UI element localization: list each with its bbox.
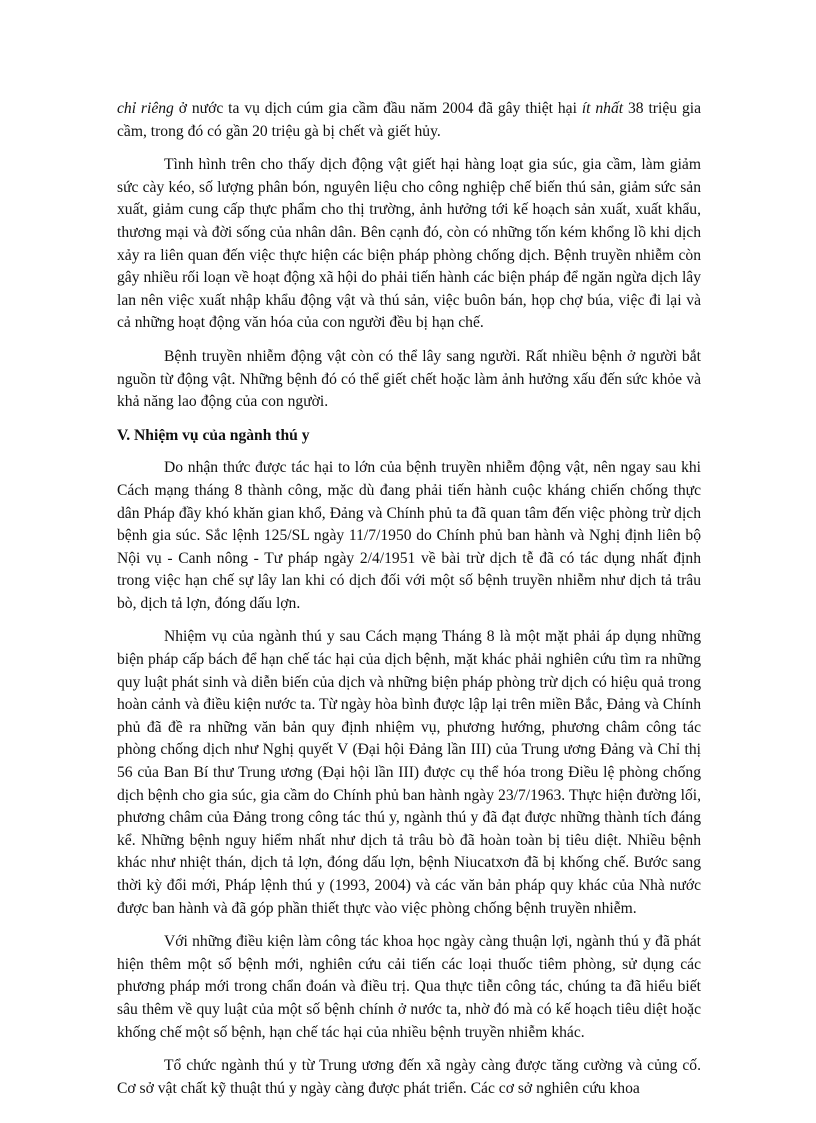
italic-text: chỉ riêng <box>117 100 174 117</box>
italic-text: ít nhất <box>581 100 624 117</box>
section-paragraph: Nhiệm vụ của ngành thú y sau Cách mạng Tháng 8 là một mặt phải áp dụng những biện pháp cấp bách để hạn chế tác hại của dịch bệnh, mặt khác phải nghiên cứu tìm ra những quy luật phát sinh và diễn biến của dịch và những biện pháp phòng trừ dịch có hiệu quả trong hoàn cảnh và điều kiện nước ta. Từ ngày hòa bình được lập lại trên miền Bắc, Đảng và Chính phủ đã đề ra những văn bản quy định nhiệm vụ, phương hướng, phương châm công tác phòng chống dịch như Nghị quyết V (Đại hội Đảng lần III) của Trung ương Đảng và Chỉ thị 56 của Ban Bí thư Trung ương (Đại hội lần III) được cụ thể hóa trong Điều lệ phòng chống dịch bệnh cho gia súc, gia cầm do Chính phủ ban hành ngày 23/7/1963. Thực hiện đường lối, phương châm của Đảng trong công tác thú y, ngành thú y đã đạt được những thành tích đáng kể. Những bệnh nguy hiểm nhất như dịch tả trâu bò đã hoàn toàn bị tiêu diệt. Nhiều bệnh khác như nhiệt thán, dịch tả lợn, đóng dấu lợn, bệnh Niucatxơn đã bị khống chế. Bước sang thời kỳ đổi mới, Pháp lệnh thú y (1993, 2004) và các văn bản pháp quy khác của Nhà nước được ban hành và đã góp phần thiết thực vào việc phòng chống bệnh truyền nhiễm. <box>117 628 701 917</box>
section-paragraph: Với những điều kiện làm công tác khoa học ngày càng thuận lợi, ngành thú y đã phát hiện thêm một số bệnh mới, nghiên cứu cải tiến các loại thuốc tiêm phòng, sử dụng các phương pháp mới trong chẩn đoán và điều trị. Qua thực tiễn công tác, chúng ta đã hiểu biết sâu thêm về quy luật của một số bệnh chính ở nước ta, nhờ đó mà có kế hoạch tiêu diệt hoặc khống chế một số bệnh, hạn chế tác hại của nhiều bệnh truyền nhiễm khác. <box>117 933 701 1041</box>
section-heading: V. Nhiệm vụ của ngành thú y <box>117 426 310 444</box>
section-paragraph: Tổ chức ngành thú y từ Trung ương đến xã ngày càng được tăng cường và củng cố. Cơ sở vật chất kỹ thuật thú y ngày càng được phát triển. Các cơ sở nghiên cứu khoa <box>117 1057 701 1097</box>
section-paragraph: Do nhận thức được tác hại to lớn của bệnh truyền nhiễm động vật, nên ngay sau khi Cách mạng tháng 8 thành công, mặc dù đang phải tiến hành cuộc kháng chiến chống thực dân Pháp đầy khó khăn gian khổ, Đảng và Chính phủ ta đã quan tâm đến việc phòng trừ dịch bệnh gia súc. Sắc lệnh 125/SL ngày 11/7/1950 do Chính phủ ban hành và Nghị định liên bộ Nội vụ - Canh nông - Tư pháp ngày 2/4/1951 về bài trừ dịch tễ đã có tác dụng nhất định trong việc hạn chế sự lây lan khi có dịch đối với một số bệnh truyền nhiễm như dịch tả trâu bò, dịch tả lợn, đóng dấu lợn. <box>117 459 701 612</box>
body-text: ở nước ta vụ dịch cúm gia cầm đầu năm 2004 đã gây thiệt hại <box>173 100 582 117</box>
paragraph-intro <box>117 98 701 143</box>
body-text: 38 triệu gia cầm, trong đó có gần 20 triệu gà bị chết và giết hủy. <box>117 100 701 140</box>
document-page <box>117 98 701 1100</box>
paragraph-epidemic-impact: Tình hình trên cho thấy dịch động vật giết hại hàng loạt gia súc, gia cầm, làm giảm sức cày kéo, số lượng phân bón, nguyên liệu cho công nghiệp chế biến thú sản, giảm sức sản xuất, giảm cung cấp thực phẩm cho thị trường, ảnh hưởng tới kế hoạch sản xuất, xuất khẩu, thương mại và đời sống của nhân dân. Bên cạnh đó, còn có những tốn kém khổng lồ khi dịch xảy ra liên quan đến việc thực hiện các biện pháp phòng chống dịch. Bệnh truyền nhiễm còn gây nhiều rối loạn về hoạt động xã hội do phải tiến hành các biện pháp để ngăn ngừa dịch lây lan nên việc xuất nhập khẩu động vật và thú sản, việc buôn bán, họp chợ búa, việc đi lại và cả những hoạt động văn hóa của con người đều bị hạn chế. <box>117 156 701 332</box>
paragraph-zoonosis: Bệnh truyền nhiễm động vật còn có thể lây sang người. Rất nhiều bệnh ở người bắt nguồn từ động vật. Những bệnh đó có thể giết chết hoặc làm ảnh hưởng xấu đến sức khỏe và khả năng lao động của con người. <box>117 347 701 411</box>
